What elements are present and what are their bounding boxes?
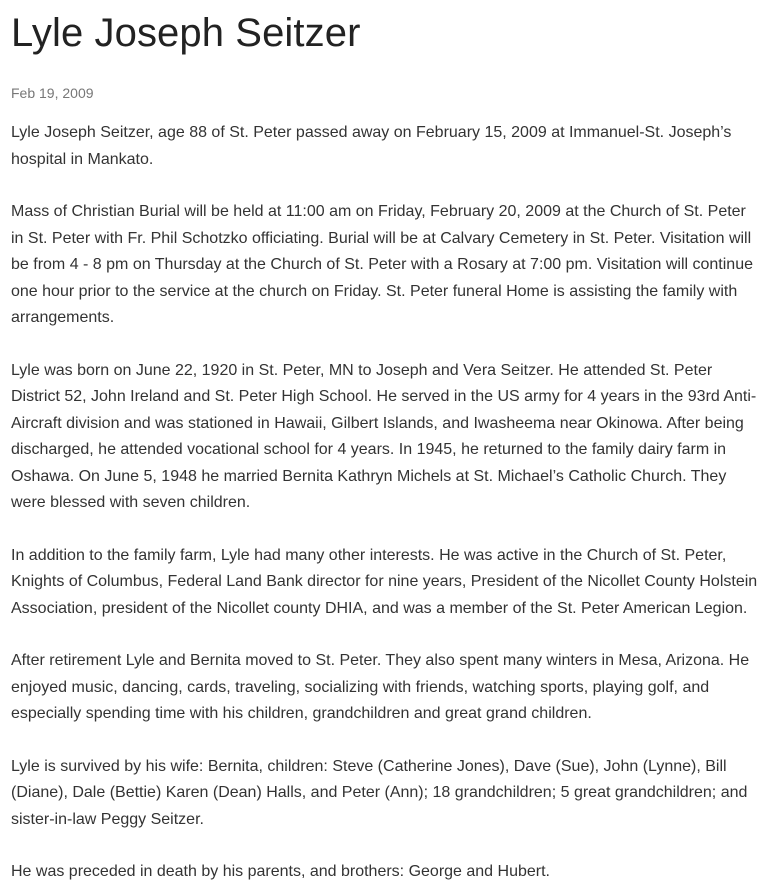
paragraph-preceded: He was preceded in death by his parents, and brothers: George and Hubert. bbox=[11, 863, 550, 880]
paragraph-services: Mass of Christian Burial will be held at 11:00 am on Friday, February 20, 2009 at the Church of St. Peter in St. Peter with Fr. Phil Schotzko officiating. Burial will be at Calvary Cemetery in St. Peter. Visitation will be from 4 - 8 pm on Thursday at the Church of St. Peter with a Rosary at 7:00 pm. Visitation will continue one hour prior to the service at the church on Friday. St. Peter funeral Home is assisting the family with arrangements. bbox=[11, 203, 753, 326]
paragraph-retirement: After retirement Lyle and Bernita moved to St. Peter. They also spent many winters in Mesa, Arizona. He enjoyed music, dancing, cards, traveling, socializing with friends, watching sports, playing golf, and especially spending time with his children, grandchildren and great grand children. bbox=[11, 652, 750, 722]
paragraph-interests: In addition to the family farm, Lyle had many other interests. He was active in the Church of St. Peter, Knights of Columbus, Federal Land Bank director for nine years, President of the Nicollet County Holstein Association, president of the Nicollet county DHIA, and was a member of the St. Peter American Legion. bbox=[11, 546, 758, 617]
obituary-article bbox=[0, 10, 761, 886]
paragraph-biography: Lyle was born on June 22, 1920 in St. Peter, MN to Joseph and Vera Seitzer. He attended St. Peter District 52, John Ireland and St. Peter High School. He served in the US army for 4 years in the 93rd Anti-Aircraft division and was stationed in Hawaii, Gilbert Islands, and Iwasheema near Okinowa. After being discharged, he attended vocational school for 4 years. In 1945, he returned to the family dairy farm in Oshawa. On June 5, 1948 he married Bernita Kathryn Michels at St. Michael’s Catholic Church. They were blessed with seven children. bbox=[11, 361, 757, 511]
paragraph-survivors: Lyle is survived by his wife: Bernita, children: Steve (Catherine Jones), Dave (Sue), John (Lynne), Bill (Diane), Dale (Bettie) Karen (Dean) Halls, and Peter (Ann); 18 grandchildren; 5 great grandchildren; and sister-in-law Peggy Seitzer. bbox=[11, 757, 748, 828]
publish-date: Feb 19, 2009 bbox=[11, 85, 94, 101]
paragraph-death-notice: Lyle Joseph Seitzer, age 88 of St. Peter passed away on February 15, 2009 at Immanuel-St. Joseph’s hospital in Mankato. bbox=[11, 124, 732, 168]
article-title: Lyle Joseph Seitzer bbox=[11, 11, 361, 55]
article-body bbox=[11, 120, 761, 886]
